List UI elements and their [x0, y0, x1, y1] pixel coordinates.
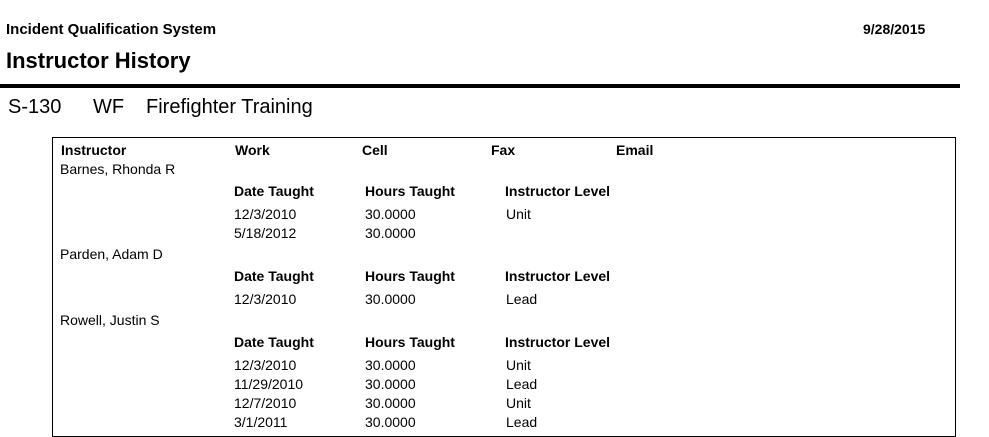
detail-header-instructor-level: Instructor Level — [505, 334, 611, 350]
instructor-name: Rowell, Justin S — [60, 312, 160, 328]
session-level: Unit — [506, 206, 531, 222]
course-code: S-130 — [8, 96, 62, 118]
session-row — [53, 291, 955, 310]
course-type: WF — [93, 96, 125, 118]
column-header-instructor: Instructor — [61, 142, 127, 158]
session-date: 11/29/2010 — [234, 376, 304, 392]
session-level: Unit — [506, 357, 531, 373]
session-hours: 30.0000 — [365, 414, 416, 430]
report-date: 9/28/2015 — [863, 21, 926, 37]
course-name: Firefighter Training — [146, 96, 313, 118]
session-date: 12/3/2010 — [234, 291, 297, 307]
session-hours: 30.0000 — [365, 376, 416, 392]
session-hours: 30.0000 — [365, 357, 416, 373]
detail-header-hours-taught: Hours Taught — [365, 334, 455, 350]
session-hours: 30.0000 — [365, 225, 416, 241]
session-row — [53, 206, 955, 225]
session-date: 12/3/2010 — [234, 357, 297, 373]
detail-header-hours-taught: Hours Taught — [365, 183, 455, 199]
column-header-cell: Cell — [362, 142, 388, 158]
header-divider — [0, 84, 960, 88]
session-level: Lead — [506, 414, 538, 430]
session-row — [53, 376, 955, 395]
detail-header-instructor-level: Instructor Level — [505, 268, 611, 284]
session-level: Unit — [506, 395, 531, 411]
detail-header-date-taught: Date Taught — [234, 183, 314, 199]
session-level: Lead — [506, 291, 538, 307]
session-hours: 30.0000 — [365, 206, 416, 222]
detail-header-hours-taught: Hours Taught — [365, 268, 455, 284]
session-date: 3/1/2011 — [234, 414, 288, 430]
session-hours: 30.0000 — [365, 395, 416, 411]
session-date: 12/7/2010 — [234, 395, 297, 411]
column-header-fax: Fax — [491, 142, 516, 158]
detail-header-date-taught: Date Taught — [234, 334, 314, 350]
session-row — [53, 225, 955, 244]
session-row — [53, 357, 955, 376]
system-title: Incident Qualification System — [6, 21, 217, 38]
report-title: Instructor History — [6, 48, 191, 73]
session-level: Lead — [506, 376, 538, 392]
session-date: 12/3/2010 — [234, 206, 297, 222]
session-row — [53, 395, 955, 414]
session-row — [53, 414, 955, 433]
session-hours: 30.0000 — [365, 291, 416, 307]
detail-header-instructor-level: Instructor Level — [505, 183, 611, 199]
detail-header-date-taught: Date Taught — [234, 268, 314, 284]
column-header-email: Email — [616, 142, 654, 158]
instructor-table — [52, 137, 956, 437]
instructor-name: Parden, Adam D — [60, 246, 163, 262]
instructor-name: Barnes, Rhonda R — [60, 161, 176, 177]
session-date: 5/18/2012 — [234, 225, 297, 241]
column-header-work: Work — [235, 142, 270, 158]
